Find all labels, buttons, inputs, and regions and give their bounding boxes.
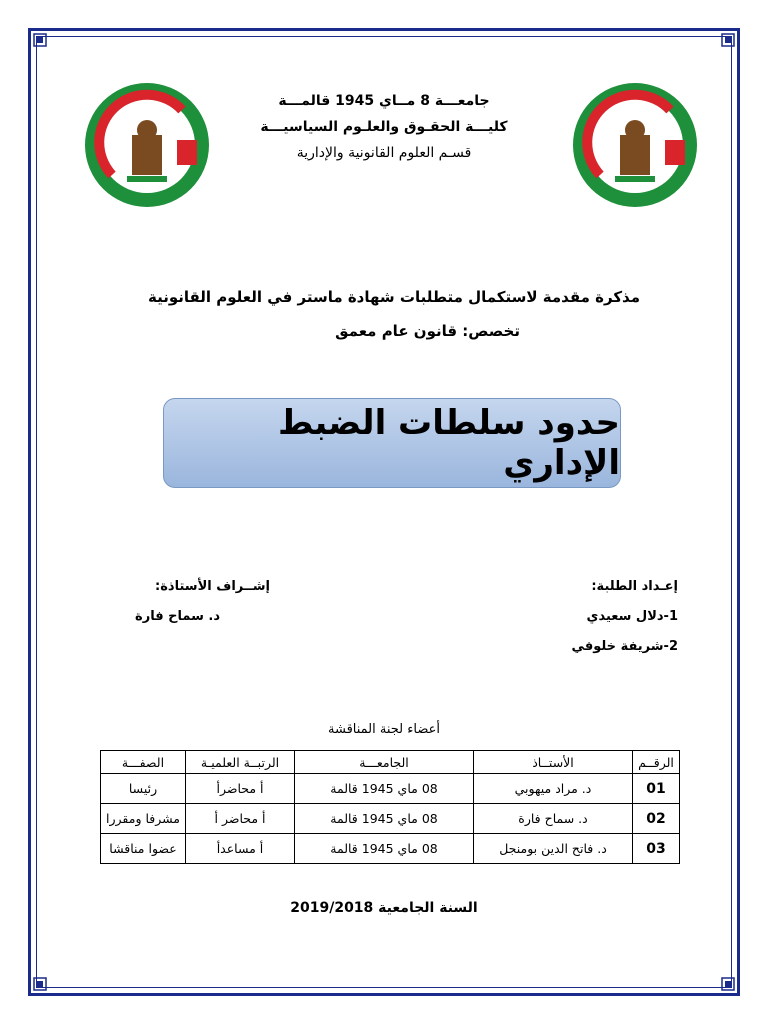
students-block [400,572,678,662]
university-seal-icon [570,80,700,210]
committee-table [100,750,680,864]
member-university: 08 ماي 1945 قالمة [295,834,474,864]
column-header: الرتبــة العلميـة [186,751,295,774]
member-role: رئيسا [101,774,186,804]
member-rank: أ محاضرأ [186,774,295,804]
member-name: د. سماح فارة [474,804,633,834]
column-header: الصفـــة [101,751,186,774]
table-row [101,804,680,834]
column-header: الأستــاذ [474,751,633,774]
students-label: إعـداد الطلبة: [591,579,678,594]
committee-title: أعضاء لجنة المناقشة [328,722,440,737]
table-header-row [101,751,680,774]
row-number: 03 [633,834,680,864]
member-role: عضوا مناقشا [101,834,186,864]
row-number: 02 [633,804,680,834]
academic-year: السنة الجامعية 2019/2018 [290,900,478,916]
table-row [101,834,680,864]
university-seal-icon [82,80,212,210]
member-rank: أ مساعدأ [186,834,295,864]
thesis-info [140,280,640,348]
thesis-specialty: تخصص: قانون عام معمق [335,322,520,340]
thesis-title: حدود سلطات الضبط الإداري [278,403,620,483]
corner-ornament-icon [32,976,48,992]
member-university: 08 ماي 1945 قالمة [295,774,474,804]
thesis-description: مذكرة مقدمة لاستكمال متطلبات شهادة ماستر في العلوم القانونية [147,288,640,306]
supervisor-block [110,572,270,632]
member-university: 08 ماي 1945 قالمة [295,804,474,834]
member-rank: أ محاضر أ [186,804,295,834]
student-name: 1-دلال سعيدي [586,609,678,624]
row-number: 01 [633,774,680,804]
corner-ornament-icon [32,32,48,48]
supervisor-name: د. سماح فارة [135,609,220,624]
corner-ornament-icon [720,32,736,48]
university-name: جامعـــة 8 مــاي 1945 قالمـــة [278,93,490,109]
department-name: قسـم العلوم القانونية والإدارية [296,145,472,161]
member-name: د. مراد ميهوبي [474,774,633,804]
corner-ornament-icon [720,976,736,992]
table-row [101,774,680,804]
member-role: مشرفا ومقررا [101,804,186,834]
column-header: الرقــم [633,751,680,774]
student-name: 2-شريفة خلوفي [571,639,678,654]
member-name: د. فاتح الدين بومنجل [474,834,633,864]
title-banner [163,398,621,488]
institution-header [230,88,538,166]
column-header: الجامعـــة [295,751,474,774]
supervisor-label: إشــراف الأستاذة: [155,579,270,594]
faculty-name: كليـــة الحقـوق والعلـوم السياسيـــة [260,119,508,135]
